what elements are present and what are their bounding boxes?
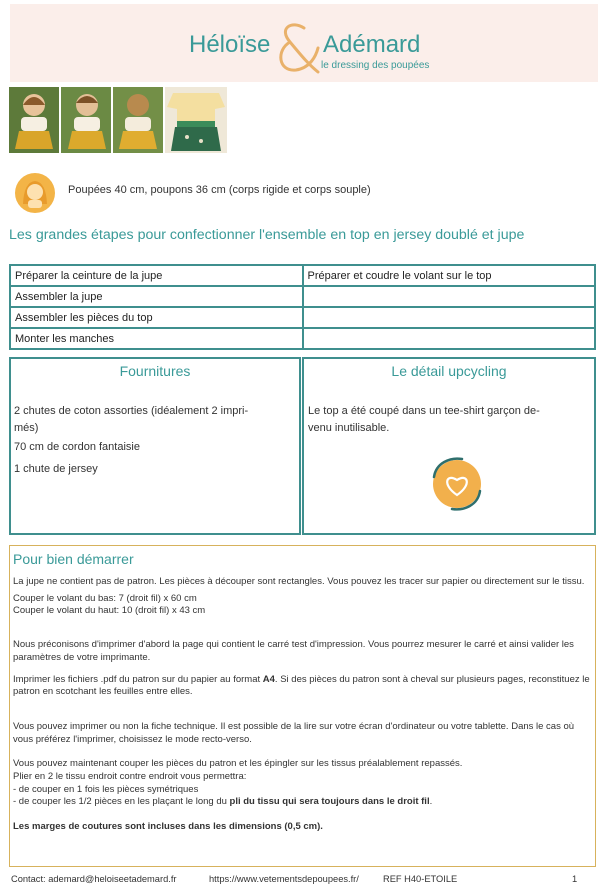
text-run: . Si des pièces du patron sont à cheval sur plusieurs pages, reconstituez le patron en scotchant les feuilles entre elles. [13,673,590,698]
text-run: Imprimer les fichiers .pdf du patron sur du papier au format [13,673,261,685]
ampersand-logo-icon [270,18,322,78]
brand-logo [10,4,598,82]
table-cell: Assembler les pièces du top [10,307,303,328]
doll-sizes-text: Poupées 40 cm, poupons 36 cm (corps rigide et corps souple) [68,184,371,196]
footer [11,874,578,884]
footer-url-link[interactable]: https://www.vetementsdepoupees.fr/ [209,874,359,884]
supplies-item: 2 chutes de coton assorties (idéalement 2 impri- [14,405,249,417]
supplies-title: Fournitures [119,363,191,379]
footer-reference: REF H40-ETOILE [383,874,458,884]
paragraph-line: Couper le volant du haut: 10 (droit fil) x 43 cm [13,605,206,617]
table-row [10,265,595,286]
page-title: Les grandes étapes pour confectionner l'ensemble en top en jersey doublé et jupe [9,227,525,243]
text-run: - de couper les 1/2 pièces en les plaçant le long du [13,796,227,808]
brand-name-right: Adémard [323,31,421,58]
paragraph-line: Vous pouvez maintenant couper les pièces du patron et les épingler sur les tissus préalablement repassés. [13,758,463,770]
photo-doll-back [113,87,163,153]
table-row [10,286,595,307]
paragraph: La jupe ne contient pas de patron. Les pièces à découper sont rectangles. Vous pouvez les tracer sur papier ou directement sur le tissu. [13,576,585,587]
text-run: . [429,796,433,808]
upcycling-box [302,357,596,535]
table-cell: Assembler la jupe [10,286,303,307]
supplies-item: 70 cm de cordon fantaisie [14,441,140,453]
getting-started-box [9,545,596,867]
photo-doll-front [9,87,59,153]
upcycling-text-line: venu inutilisable. [308,422,390,434]
paragraph-line: Couper le volant du bas: 7 (droit fil) x 60 cm [13,592,197,604]
paragraph-line: - de couper en 1 fois les pièces symétriques [13,783,199,795]
bold-text: pli du tissu qui sera toujours dans le droit fil [229,796,430,808]
supplies-item: 1 chute de jersey [14,463,98,475]
paragraph: Nous préconisons d'imprimer d'abord la page qui contient le carré test d'impression. Vous pourrez mesurer le carré et ainsi valider les paramètres de votre imprimante. [13,639,574,663]
paragraph: Vous pouvez imprimer ou non la fiche technique. Il est possible de la lire sur votre écran d'ordinateur ou votre tablette. Dans le cas où vous préférez l'imprimer, choisissez le mode recto-verso. [13,720,575,745]
paragraph-line [13,796,591,809]
paragraph-line: Plier en 2 le tissu endroit contre endroit vous permettra: [13,771,247,783]
photo-garment-flat [165,87,227,153]
brand-tagline: le dressing des poupées [321,60,430,71]
table-cell [303,328,596,349]
table-row [10,307,595,328]
upcycling-text-line: Le top a été coupé dans un tee-shirt garçon de- [308,405,540,417]
supplies-item: més) [14,422,39,434]
brand-name-left: Héloïse [189,31,271,58]
footer-contact[interactable]: Contact: ademard@heloiseetademard.fr [11,874,177,884]
table-cell [303,286,596,307]
table-cell: Préparer et coudre le volant sur le top [303,265,596,286]
doll-icon [14,172,56,214]
table-cell: Monter les manches [10,328,303,349]
upcycle-heart-hands-icon [428,455,486,513]
upcycling-text [308,403,590,437]
doll-size-row [14,172,56,219]
steps-table [9,264,596,350]
header-banner [10,4,598,82]
table-cell [303,307,596,328]
supplies-box [9,357,301,535]
table-cell: Préparer la ceinture de la jupe [10,265,303,286]
bold-text: A4 [262,673,275,685]
table-row [10,328,595,349]
photo-doll-side [61,87,111,153]
getting-started-title: Pour bien démarrer [13,551,134,567]
getting-started-text [13,576,591,834]
upcycling-title: Le détail upcycling [391,363,507,379]
seam-allowance-note: Les marges de coutures sont incluses dans les dimensions (0,5 cm). [13,821,323,833]
page-number: 1 [572,874,578,884]
paragraph [13,674,591,699]
